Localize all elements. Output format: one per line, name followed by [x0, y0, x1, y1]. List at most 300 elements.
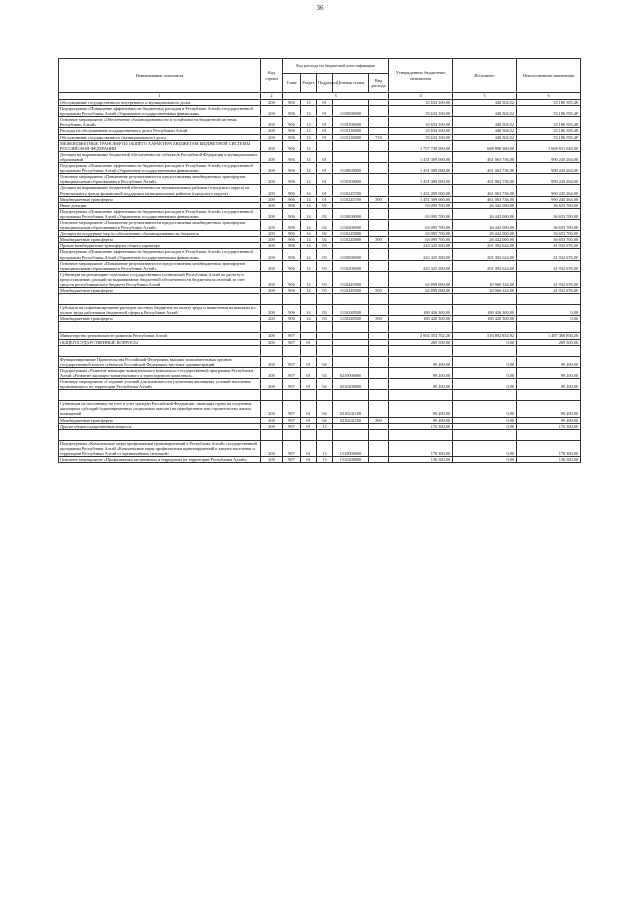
table-cell-p: 01	[317, 134, 333, 140]
table-cell-e: 26 442 000,00	[453, 219, 517, 230]
table-cell-g: 906	[283, 260, 301, 271]
column-number: 6	[517, 93, 581, 100]
table-cell-g: 906	[283, 237, 301, 243]
table-cell-u: 99 200,00	[517, 367, 581, 378]
table-cell-cs: 1110130000	[333, 134, 369, 140]
table-cell-code: 200	[261, 100, 283, 106]
table-cell-code: 200	[261, 417, 283, 423]
table-cell-a: 243 325 300,00	[389, 260, 453, 271]
table-cell-e: 446 504,52	[453, 100, 517, 106]
table-cell-name: Дотации на выравнивание бюджетной обеспеченности муниципальных районов (городского округа) из Регионального фонда финансовой поддержки муниципальных районов (городского округа)	[59, 185, 261, 196]
table-cell-r: 14	[301, 288, 317, 294]
table-cell-vr	[369, 345, 389, 356]
table-cell-name: Межбюджетные трансферты	[59, 316, 261, 322]
table-cell-a: 99 200,00	[389, 379, 453, 390]
table-cell-p: 13	[317, 440, 333, 456]
table-cell-p: 03	[317, 288, 333, 294]
header-podrazdel: Подраздел	[317, 74, 333, 93]
table-cell-vr	[369, 249, 389, 260]
table-cell-e: 446 504,52	[453, 128, 517, 134]
table-body	[59, 100, 581, 463]
table-cell-g: 907	[283, 356, 301, 367]
table-cell-code: 200	[261, 401, 283, 417]
table-cell-u: 36 653 700,00	[517, 219, 581, 230]
table-cell-a: 1 451 309 000,00	[389, 174, 453, 185]
table-cell-p: 04	[317, 417, 333, 423]
table-cell-p: 04	[317, 367, 333, 378]
table-cell-vr	[369, 140, 389, 151]
table-cell-code	[261, 294, 283, 305]
table-cell-a	[389, 345, 453, 356]
table-row	[59, 367, 581, 378]
column-number: 3	[283, 93, 389, 100]
table-cell-code: 200	[261, 237, 283, 243]
table-cell-name	[59, 294, 261, 305]
table-cell-g: 906	[283, 134, 301, 140]
table-cell-u: 0,00	[517, 305, 581, 316]
table-cell-r: 14	[301, 208, 317, 219]
table-cell-p: 02	[317, 231, 333, 237]
table-cell-a: 35 633 100,00	[389, 128, 453, 134]
table-cell-e: 446 504,52	[453, 134, 517, 140]
table-cell-a: 63 095 700,00	[389, 219, 453, 230]
table-cell-u: 35 186 595,48	[517, 106, 581, 117]
table-cell-a: 170 300,00	[389, 440, 453, 456]
table-cell-p: 03	[317, 316, 333, 322]
table-cell-p: 03	[317, 243, 333, 249]
table-cell-cs: 1110000000	[333, 106, 369, 117]
table-cell-u: 41 932 676,00	[517, 249, 581, 260]
table-cell-p	[317, 294, 333, 305]
table-cell-g: 906	[283, 316, 301, 322]
table-cell-cs: 1110200000	[333, 260, 369, 271]
table-cell-name: Межбюджетные трансферты	[59, 237, 261, 243]
table-cell-p: 04	[317, 401, 333, 417]
table-cell-u: 35 186 595,48	[517, 128, 581, 134]
table-row	[59, 401, 581, 417]
table-cell-r: 01	[301, 356, 317, 367]
table-cell-e: 0,00	[453, 417, 517, 423]
table-cell-cs	[333, 345, 369, 356]
table-cell-r	[301, 429, 317, 440]
table-cell-u: 99 200,00	[517, 401, 581, 417]
table-cell-g: 906	[283, 231, 301, 237]
table-cell-code: 200	[261, 260, 283, 271]
table-cell-e	[453, 429, 517, 440]
table-cell-e: 20 966 324,00	[453, 288, 517, 294]
table-cell-a: 170 300,00	[389, 423, 453, 429]
table-cell-vr	[369, 294, 389, 305]
table-cell-a: 99 200,00	[389, 417, 453, 423]
table-cell-name	[59, 390, 261, 401]
table-cell-name: Другие общегосударственные вопросы	[59, 423, 261, 429]
table-cell-r: 14	[301, 174, 317, 185]
table-row	[59, 140, 581, 151]
table-cell-code: 200	[261, 333, 283, 339]
table-cell-code	[261, 322, 283, 333]
table-cell-cs: 1110245900	[333, 288, 369, 294]
table-cell-a: 35 633 100,00	[389, 100, 453, 106]
table-cell-vr	[369, 305, 389, 316]
table-cell-vr	[369, 367, 389, 378]
header-glava: Глава	[283, 74, 301, 93]
table-cell-a: 2 004 353 702,20	[389, 333, 453, 339]
table-cell-cs: 1110245800	[333, 231, 369, 237]
table-cell-g: 906	[283, 219, 301, 230]
table-cell-code: 200	[261, 174, 283, 185]
table-cell-r: 14	[301, 237, 317, 243]
table-cell-vr	[369, 456, 389, 462]
table-cell-e: 26 442 000,00	[453, 202, 517, 208]
table-cell-code	[261, 429, 283, 440]
table-cell-g: 907	[283, 417, 301, 423]
table-cell-g: 907	[283, 339, 301, 345]
table-cell-r: 01	[301, 379, 317, 390]
table-cell-vr: 710	[369, 134, 389, 140]
table-cell-r: 01	[301, 456, 317, 462]
table-cell-g: 907	[283, 423, 301, 429]
table-cell-a: 1 451 309 000,00	[389, 196, 453, 202]
table-cell-g: 906	[283, 100, 301, 106]
table-cell-r: 14	[301, 202, 317, 208]
table-cell-r: 14	[301, 196, 317, 202]
table-cell-cs: 1110245800	[333, 237, 369, 243]
table-cell-code: 200	[261, 271, 283, 287]
budget-execution-sheet	[58, 58, 580, 463]
table-cell-g	[283, 322, 301, 333]
table-cell-p: 02	[317, 237, 333, 243]
table-cell-code: 200	[261, 117, 283, 128]
table-cell-u: 0,00	[517, 316, 581, 322]
table-cell-vr: 500	[369, 316, 389, 322]
table-cell-r	[301, 294, 317, 305]
table-cell-name	[59, 429, 261, 440]
table-cell-e: 26 442 000,00	[453, 208, 517, 219]
header-unexecuted: Неисполненные назначения	[517, 59, 581, 93]
table-cell-e: 201 392 624,00	[453, 249, 517, 260]
table-cell-e: 26 442 000,00	[453, 237, 517, 243]
table-cell-p: 02	[317, 219, 333, 230]
table-cell-a: 1 451 309 000,00	[389, 185, 453, 196]
table-cell-r: 13	[301, 106, 317, 117]
table-cell-p: 01	[317, 128, 333, 134]
table-cell-code	[261, 390, 283, 401]
table-cell-g: 907	[283, 333, 301, 339]
table-row	[59, 117, 581, 128]
table-cell-a: 180 426 300,00	[389, 316, 453, 322]
table-cell-p	[317, 345, 333, 356]
table-cell-vr	[369, 208, 389, 219]
table-row	[59, 345, 581, 356]
table-cell-a: 35 633 100,00	[389, 117, 453, 128]
table-cell-e: 461 063 736,00	[453, 163, 517, 174]
table-cell-name: Межбюджетные трансферты	[59, 288, 261, 294]
table-cell-vr	[369, 163, 389, 174]
table-cell-r	[301, 322, 317, 333]
table-cell-r: 13	[301, 100, 317, 106]
table-cell-name	[59, 345, 261, 356]
table-cell-g: 906	[283, 185, 301, 196]
table-cell-g: 906	[283, 288, 301, 294]
table-cell-u	[517, 345, 581, 356]
table-cell-name: Дотации на поддержку мер по обеспечению сбалансированности бюджетов	[59, 231, 261, 237]
table-cell-g: 906	[283, 151, 301, 162]
table-cell-r: 14	[301, 305, 317, 316]
table-cell-e	[453, 345, 517, 356]
table-cell-e: 0,00	[453, 339, 517, 345]
table-cell-u: 36 653 700,00	[517, 237, 581, 243]
table-cell-p: 04	[317, 379, 333, 390]
table-cell-name: Субвенции на постановку на учет и учет граждан Российской Федерации, имеющих право на получение жилищных субсидий (единовременных социальных выплат) на приобретение или строительство жилых помещений	[59, 401, 261, 417]
table-cell-code: 200	[261, 367, 283, 378]
table-cell-g: 906	[283, 174, 301, 185]
table-cell-name: Основное мероприятие «Обеспечение сбалансированности и устойчивости бюджетной системы Республики Алтай»	[59, 117, 261, 128]
table-cell-code: 200	[261, 243, 283, 249]
table-cell-p: 02	[317, 202, 333, 208]
table-cell-a: 99 200,00	[389, 356, 453, 367]
table-cell-code: 200	[261, 316, 283, 322]
table-row	[59, 106, 581, 117]
table-row	[59, 208, 581, 219]
table-cell-u: 99 200,00	[517, 417, 581, 423]
table-row	[59, 163, 581, 174]
table-cell-e: 0,00	[453, 356, 517, 367]
table-cell-name: Подпрограмма «Комплексные меры профилактики правонарушений в Республике Алтай» государственной программы Республики Алтай «Комплексные меры профилактики правонарушений и защита населения и территории Республики Алтай от чрезвычайных ситуаций»	[59, 440, 261, 456]
table-cell-cs: 1110130000	[333, 128, 369, 134]
table-cell-e: 461 063 736,00	[453, 185, 517, 196]
table-cell-e: 180 426 300,00	[453, 316, 517, 322]
table-cell-r: 01	[301, 423, 317, 429]
table-row	[59, 271, 581, 287]
table-cell-code: 200	[261, 128, 283, 134]
table-cell-a	[389, 429, 453, 440]
table-cell-r: 14	[301, 260, 317, 271]
table-cell-name: Обслуживание государственного (муниципального) долга	[59, 134, 261, 140]
table-cell-u: 41 932 676,00	[517, 243, 581, 249]
table-row	[59, 456, 581, 462]
table-cell-a: 63 095 700,00	[389, 237, 453, 243]
header-approved: Утвержденные бюджетные назначения	[389, 59, 453, 93]
table-cell-name: Основное мероприятие «Создание условий для возможности улучшения жилищных условий населения, проживающего на территории Республики Алтай»	[59, 379, 261, 390]
table-cell-g	[283, 429, 301, 440]
table-cell-e	[453, 390, 517, 401]
table-row	[59, 219, 581, 230]
table-cell-name: Подпрограмма «Развитие жилищно-коммунального комплекса» государственной программы Республики Алтай «Развитие жилищно-коммунального и транспортного комплекса»	[59, 367, 261, 378]
header-row-1	[59, 59, 581, 74]
table-cell-g: 906	[283, 128, 301, 134]
table-cell-p: 01	[317, 163, 333, 174]
table-cell-name: Субвенции на реализацию отдельных государственных полномочий Республики Алтай по расчету и предоставлению дотаций на выравнивание бюджетной обеспеченности бюджетам поселений за счет средств республиканского бюджета Республики Алтай	[59, 271, 261, 287]
table-cell-e: 446 504,52	[453, 117, 517, 128]
table-cell-g: 907	[283, 401, 301, 417]
table-cell-vr: 500	[369, 237, 389, 243]
table-cell-a: 35 633 100,00	[389, 106, 453, 117]
table-cell-a: 1 757 730 000,00	[389, 140, 453, 151]
column-number: 2	[261, 93, 283, 100]
table-cell-vr: 500	[369, 417, 389, 423]
table-cell-u	[517, 390, 581, 401]
table-cell-e	[453, 294, 517, 305]
table-cell-cs	[333, 356, 369, 367]
table-cell-code: 200	[261, 202, 283, 208]
table-cell-name: Иные дотации	[59, 202, 261, 208]
table-cell-name: Министерство регионального развития Республики Алтай	[59, 333, 261, 339]
table-cell-a: 99 200,00	[389, 401, 453, 417]
page-number: 36	[316, 4, 324, 12]
table-cell-u: 990 245 264,00	[517, 185, 581, 196]
table-cell-a: 63 095 700,00	[389, 231, 453, 237]
table-cell-cs: 1110200000	[333, 174, 369, 185]
table-cell-a	[389, 294, 453, 305]
table-cell-g: 907	[283, 379, 301, 390]
table-cell-p: 03	[317, 260, 333, 271]
table-cell-code: 200	[261, 440, 283, 456]
table-cell-code: 200	[261, 134, 283, 140]
table-cell-e: 201 392 624,00	[453, 243, 517, 249]
table-cell-u: 36 653 700,00	[517, 202, 581, 208]
table-cell-vr	[369, 219, 389, 230]
table-cell-p	[317, 322, 333, 333]
table-cell-p: 01	[317, 100, 333, 106]
table-cell-u: 35 186 595,48	[517, 134, 581, 140]
table-cell-u	[517, 429, 581, 440]
table-cell-p: 01	[317, 117, 333, 128]
table-cell-p: 13	[317, 456, 333, 462]
table-cell-e: 461 063 736,00	[453, 174, 517, 185]
table-row	[59, 379, 581, 390]
table-cell-u: 170 300,00	[517, 440, 581, 456]
table-cell-cs: 1510000000	[333, 440, 369, 456]
table-cell-g: 906	[283, 117, 301, 128]
table-cell-name: Подпрограмма «Повышение эффективности бюджетных расходов в Республике Алтай» государственной программы Республики Алтай «Управление государственными финансами»	[59, 208, 261, 219]
table-cell-a: 35 633 100,00	[389, 134, 453, 140]
table-cell-vr	[369, 356, 389, 367]
table-cell-r: 13	[301, 134, 317, 140]
table-cell-code: 200	[261, 456, 283, 462]
table-cell-cs: 0210200000	[333, 379, 369, 390]
table-cell-cs: 1110000000	[333, 249, 369, 260]
table-cell-e: 0,00	[453, 423, 517, 429]
table-cell-p: 01	[317, 174, 333, 185]
table-cell-u: 1 068 831 640,00	[517, 140, 581, 151]
table-cell-u: 41 932 676,00	[517, 260, 581, 271]
table-cell-name: Дотации на выравнивание бюджетной обеспеченности субъектов Российской Федерации и муниципальных образований	[59, 151, 261, 162]
table-cell-name: Межбюджетные трансферты	[59, 417, 261, 423]
table-cell-e: 0,00	[453, 440, 517, 456]
table-cell-e: 446 504,52	[453, 106, 517, 117]
table-cell-g: 907	[283, 456, 301, 462]
table-cell-p: 04	[317, 356, 333, 367]
table-cell-a: 63 095 700,00	[389, 202, 453, 208]
table-cell-name: ОБЩЕГОСУДАРСТВЕННЫЕ ВОПРОСЫ	[59, 339, 261, 345]
table-cell-u	[517, 322, 581, 333]
table-row	[59, 185, 581, 196]
table-cell-g: 906	[283, 271, 301, 287]
table-cell-name	[59, 322, 261, 333]
table-cell-cs: 0210000000	[333, 367, 369, 378]
table-cell-g: 906	[283, 196, 301, 202]
table-cell-e: 0,00	[453, 401, 517, 417]
table-cell-code: 200	[261, 249, 283, 260]
table-cell-name: Межбюджетные трансферты	[59, 196, 261, 202]
table-cell-r: 01	[301, 367, 317, 378]
table-cell-r: 14	[301, 249, 317, 260]
table-cell-cs: 1110200000	[333, 219, 369, 230]
budget-execution-table	[58, 58, 581, 463]
table-cell-name: Подпрограмма «Повышение эффективности бюджетных расходов в Республике Алтай» государственной программы Республики Алтай «Управление государственными финансами»	[59, 249, 261, 260]
table-row	[59, 249, 581, 260]
table-cell-g: 906	[283, 106, 301, 117]
table-row	[59, 440, 581, 456]
table-cell-name: Подпрограмма «Повышение эффективности бюджетных расходов в Республике Алтай» государственной программы Республики Алтай «Управление государственными финансами»	[59, 163, 261, 174]
table-cell-code: 200	[261, 423, 283, 429]
table-cell-name: Основное мероприятие «Повышение результативности предоставления межбюджетных трансфертов муниципальным образованиям в Республике Алтай»	[59, 260, 261, 271]
table-row	[59, 356, 581, 367]
header-target-article: Целевая статья	[333, 74, 369, 93]
table-cell-u: 990 245 264,00	[517, 174, 581, 185]
table-cell-name: Подпрограмма «Повышение эффективности бюджетных расходов в Республике Алтай» государственной программы Республики Алтай «Управление государственными финансами»	[59, 106, 261, 117]
table-cell-cs: 1110000000	[333, 163, 369, 174]
table-cell-e: 0,00	[453, 379, 517, 390]
table-cell-p: 01	[317, 196, 333, 202]
table-cell-p: 01	[317, 151, 333, 162]
table-cell-cs	[333, 390, 369, 401]
table-cell-vr	[369, 151, 389, 162]
table-cell-code	[261, 345, 283, 356]
table-cell-u: 130 300,00	[517, 456, 581, 462]
table-cell-r: 14	[301, 163, 317, 174]
table-cell-u: 35 186 595,48	[517, 100, 581, 106]
table-cell-p: 03	[317, 249, 333, 260]
header-expense-type: Вид расхода	[369, 74, 389, 93]
table-cell-a: 243 325 300,00	[389, 243, 453, 249]
table-cell-name: Основное мероприятие «Повышение результативности предоставления межбюджетных трансфертов муниципальным образованиям в Республике Алтай»	[59, 174, 261, 185]
table-cell-cs: 0210241100	[333, 417, 369, 423]
table-cell-u: 99 200,00	[517, 356, 581, 367]
table-cell-u: 990 245 264,00	[517, 151, 581, 162]
table-cell-vr	[369, 260, 389, 271]
table-cell-g	[283, 390, 301, 401]
table-cell-u: 35 186 595,48	[517, 117, 581, 128]
table-cell-vr	[369, 401, 389, 417]
table-cell-r: 01	[301, 339, 317, 345]
table-cell-e: 516 892 854,92	[453, 333, 517, 339]
table-cell-cs	[333, 429, 369, 440]
table-cell-r: 13	[301, 117, 317, 128]
table-cell-vr	[369, 106, 389, 117]
table-cell-cs: 0210241100	[333, 401, 369, 417]
table-cell-a: 62 899 000,00	[389, 288, 453, 294]
table-cell-cs: 1110248500	[333, 316, 369, 322]
table-cell-code: 200	[261, 140, 283, 151]
table-cell-code: 200	[261, 196, 283, 202]
table-cell-r: 14	[301, 151, 317, 162]
table-cell-p	[317, 390, 333, 401]
table-row	[59, 429, 581, 440]
table-cell-a: 243 325 300,00	[389, 249, 453, 260]
table-cell-cs	[333, 294, 369, 305]
table-cell-u	[517, 294, 581, 305]
table-cell-r: 14	[301, 231, 317, 237]
table-cell-p: 01	[317, 106, 333, 117]
table-cell-e: 0,00	[453, 456, 517, 462]
table-cell-r: 13	[301, 128, 317, 134]
table-cell-code: 200	[261, 163, 283, 174]
table-cell-e: 20 966 334,00	[453, 271, 517, 287]
table-cell-cs: 1110100000	[333, 117, 369, 128]
table-cell-a: 63 095 700,00	[389, 208, 453, 219]
table-row	[59, 151, 581, 162]
